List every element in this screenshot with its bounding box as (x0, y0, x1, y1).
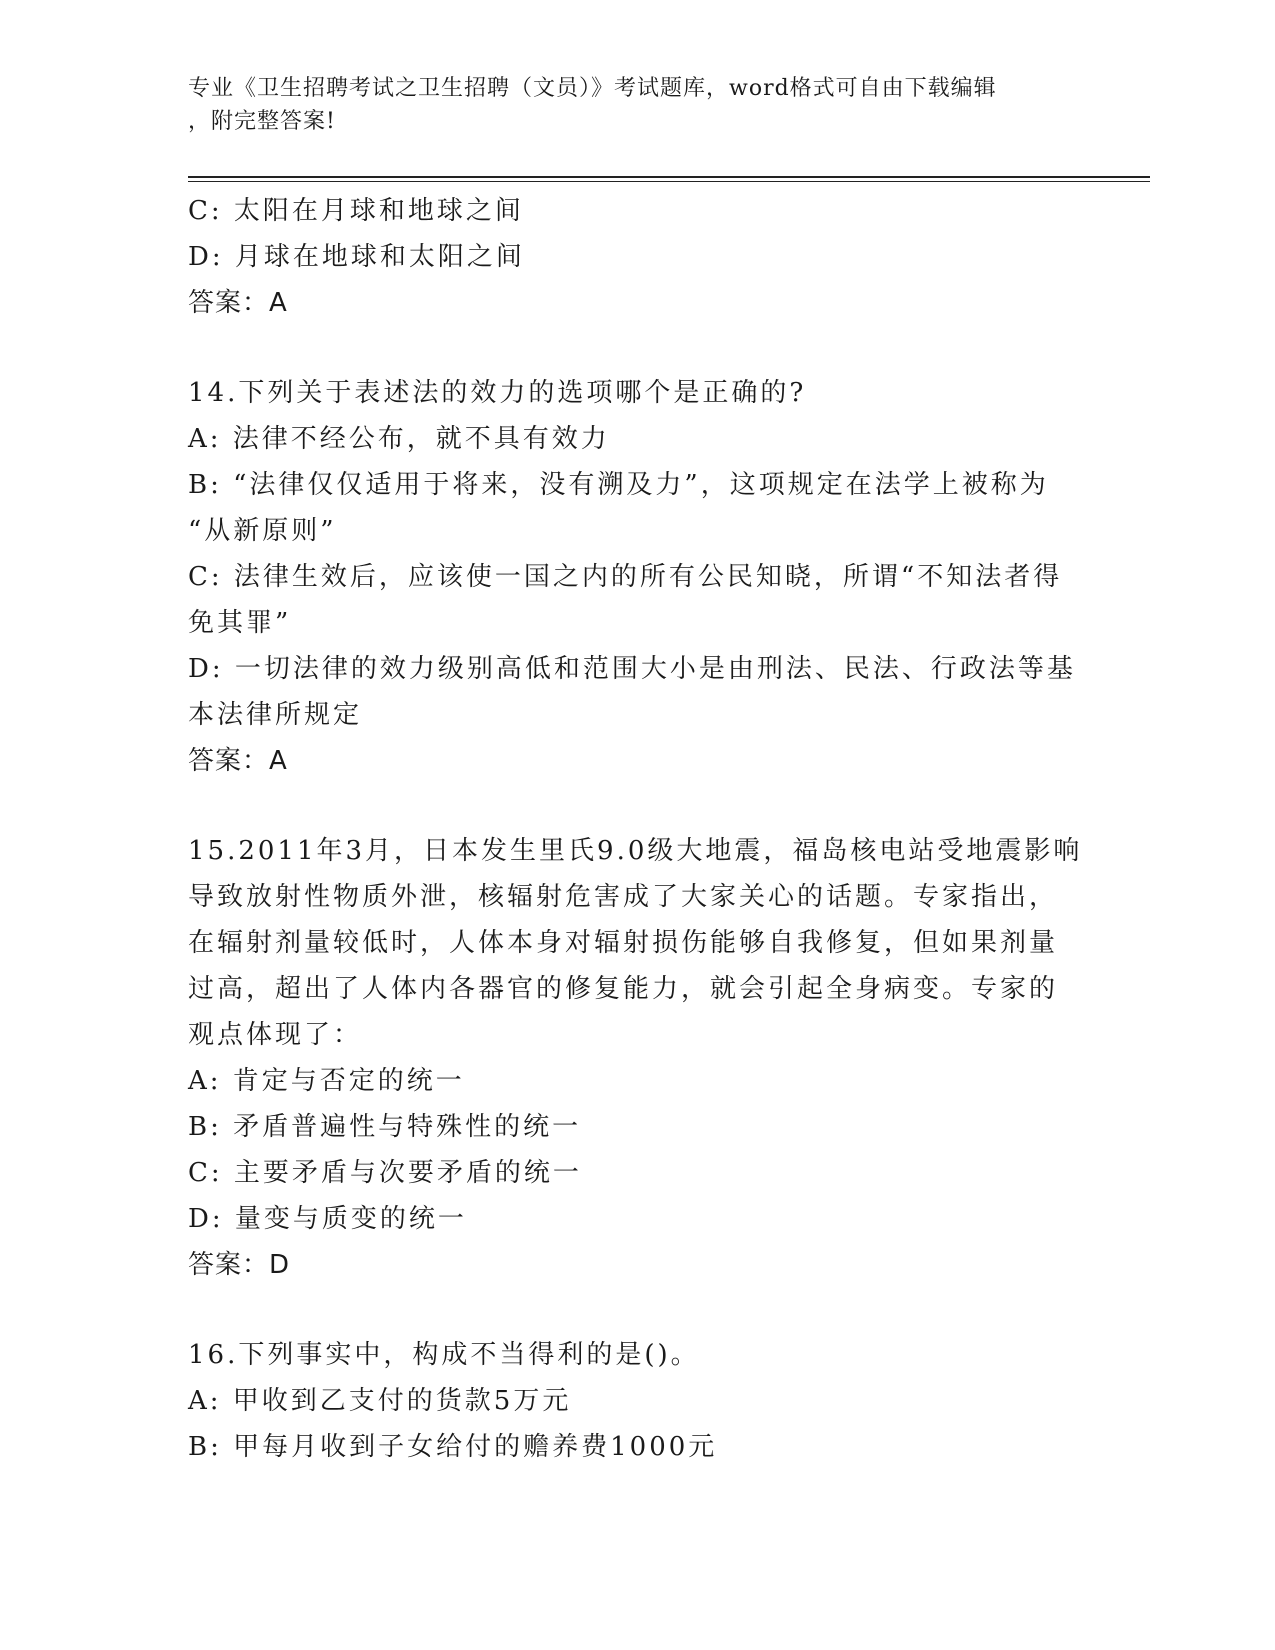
question-14 (188, 370, 1088, 784)
option-b-line-2: “从新原则” (188, 516, 337, 546)
option-c: C: 太阳在月球和地球之间 (188, 196, 524, 226)
option-d: D: 量变与质变的统一 (188, 1204, 467, 1234)
option-a: A: 法律不经公布，就不具有效力 (188, 424, 610, 454)
page-header (188, 72, 1068, 138)
question-13 (188, 188, 1088, 326)
question-text-line-5: 观点体现了： (188, 1020, 363, 1050)
option-d-line-2: 本法律所规定 (188, 700, 363, 730)
option-b-line-1: B: “法律仅仅适用于将来，没有溯及力”，这项规定在法学上被称为 (188, 470, 1049, 500)
question-text-line-1: 15.2011年3月，日本发生里氏9.0级大地震，福岛核电站受地震影响 (188, 836, 1083, 866)
option-d-line-1: D: 一切法律的效力级别高低和范围大小是由刑法、民法、行政法等基 (188, 654, 1076, 684)
option-b: B: 矛盾普遍性与特殊性的统一 (188, 1112, 582, 1142)
option-c-line-2: 免其罪” (188, 608, 292, 638)
header-line-2: ，附完整答案! (188, 109, 336, 134)
option-d: D: 月球在地球和太阳之间 (188, 242, 525, 272)
header-divider (188, 176, 1150, 182)
question-text-line-4: 过高，超出了人体内各器官的修复能力，就会引起全身病变。专家的 (188, 974, 1059, 1004)
question-text-line-3: 在辐射剂量较低时，人体本身对辐射损伤能够自我修复，但如果剂量 (188, 928, 1059, 958)
spacer (188, 784, 1088, 828)
question-16 (188, 1332, 1088, 1470)
spacer (188, 326, 1088, 370)
question-text: 14.下列关于表述法的效力的选项哪个是正确的? (188, 378, 807, 408)
answer-label: 答案：A (188, 288, 288, 318)
answer-label: 答案：A (188, 746, 288, 776)
question-15 (188, 828, 1088, 1288)
option-b: B: 甲每月收到子女给付的赡养费1000元 (188, 1432, 718, 1462)
option-a: A: 甲收到乙支付的货款5万元 (188, 1386, 572, 1416)
header-line-1: 专业《卫生招聘考试之卫生招聘（文员）》考试题库，word格式可自由下载编辑 (188, 76, 997, 101)
question-list (188, 188, 1088, 1470)
question-text-line-2: 导致放射性物质外泄，核辐射危害成了大家关心的话题。专家指出， (188, 882, 1059, 912)
option-c-line-1: C: 法律生效后，应该使一国之内的所有公民知晓，所谓“不知法者得 (188, 562, 1063, 592)
option-a: A: 肯定与否定的统一 (188, 1066, 465, 1096)
option-c: C: 主要矛盾与次要矛盾的统一 (188, 1158, 582, 1188)
question-text: 16.下列事实中，构成不当得利的是()。 (188, 1340, 700, 1370)
answer-label: 答案：D (188, 1250, 291, 1280)
spacer (188, 1288, 1088, 1332)
